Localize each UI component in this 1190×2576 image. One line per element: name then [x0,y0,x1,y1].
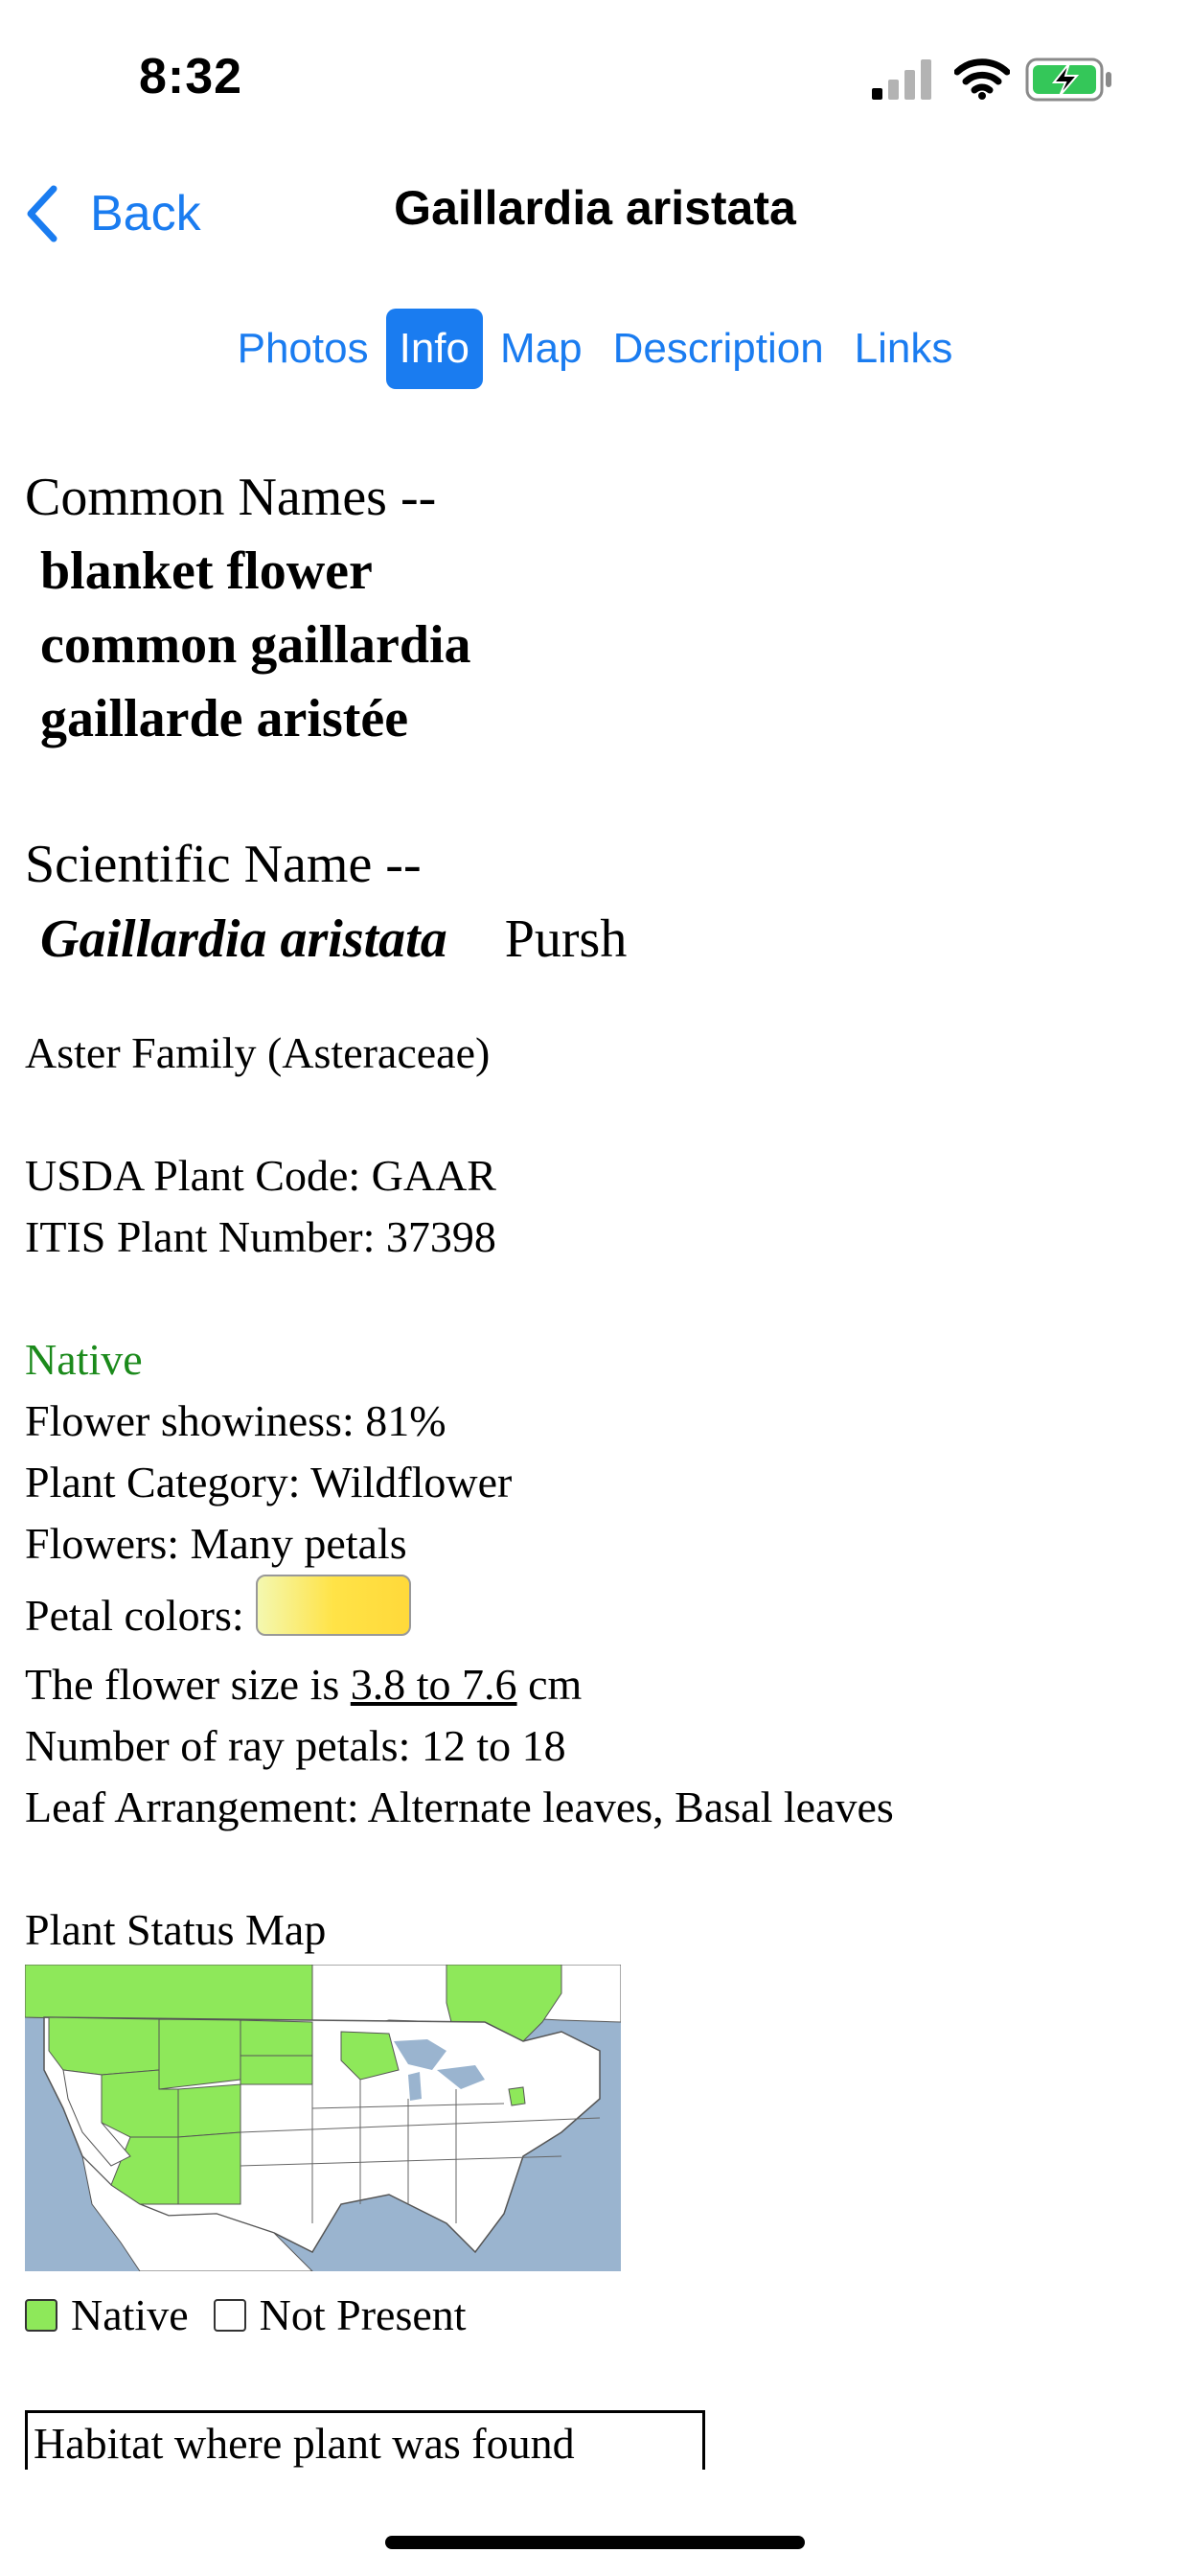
common-name: common gaillardia [40,615,471,675]
wifi-icon [954,58,1010,100]
legend-native-swatch [25,2299,57,2332]
usda-code: USDA Plant Code: GAAR [25,1151,496,1200]
petal-colors [25,1575,1165,1654]
status-bar [0,0,1190,144]
flower-showiness: Flower showiness: 81% [25,1396,446,1445]
tab-bar [0,309,1190,389]
petal-colors-label: Petal colors: [25,1591,244,1640]
page-title: Gaillardia aristata [394,181,796,235]
common-name: gaillarde aristée [40,689,409,748]
flower-type: Flowers: Many petals [25,1519,407,1568]
plant-status-map[interactable] [25,1965,621,2271]
flower-size-unit: cm [528,1660,583,1709]
back-label: Back [90,186,201,242]
flower-size-prefix: The flower size is [25,1660,340,1709]
petal-color-swatch [256,1575,411,1636]
common-name: blanket flower [40,541,373,601]
scientific-binomial: Gaillardia aristata [40,909,447,969]
legend-not-present-swatch [214,2299,246,2332]
scientific-name-heading: Scientific Name -- [25,835,422,894]
signal-icon [872,59,933,100]
scientific-author: Pursh [504,909,628,969]
map-legend [25,2285,1165,2346]
status-map-title: Plant Status Map [25,1905,327,1954]
info-content [25,460,1165,2346]
tab-photos[interactable]: Photos [237,325,369,372]
status-time: 8:32 [139,49,243,104]
itis-number: ITIS Plant Number: 37398 [25,1212,496,1261]
tab-links[interactable]: Links [854,325,953,372]
tab-map[interactable]: Map [499,325,583,372]
ray-petals: Number of ray petals: 12 to 18 [25,1721,566,1770]
battery-charging-icon [1025,58,1113,102]
scientific-name [25,902,1165,977]
native-status: Native [25,1335,143,1384]
plant-family: Aster Family (Asteraceae) [25,1028,491,1077]
tab-description[interactable]: Description [612,325,824,372]
tab-info[interactable]: Info [386,309,483,389]
habitat-box: Habitat where plant was found [25,2410,705,2470]
navigation-bar [0,163,1190,259]
legend-native-label: Native [71,2290,189,2339]
leaf-arrangement: Leaf Arrangement: Alternate leaves, Basal leaves [25,1782,894,1831]
common-names-heading: Common Names -- [25,468,437,527]
plant-category: Plant Category: Wildflower [25,1458,513,1506]
legend-not-present-label: Not Present [259,2290,467,2339]
flower-size-value[interactable]: 3.8 to 7.6 [350,1660,517,1709]
home-indicator[interactable] [385,2536,805,2549]
flower-size [25,1654,1165,1715]
